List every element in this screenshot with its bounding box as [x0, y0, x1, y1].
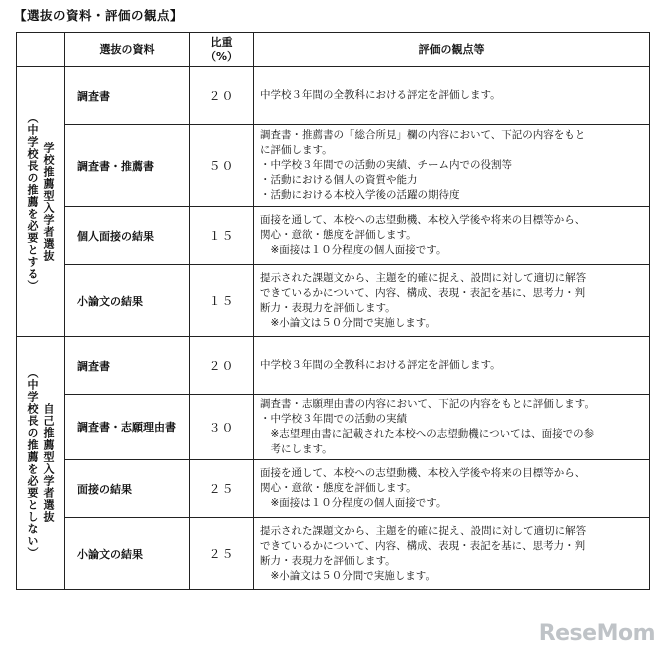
material-cell: 小論文の結果 [65, 518, 190, 590]
criteria-line: 提示された課題文から、主題を的確に捉え、設問に対して適切に解答 [260, 271, 587, 284]
material-cell: 調査書・推薦書 [65, 125, 190, 207]
header-material: 選抜の資料 [65, 33, 190, 67]
criteria-cell [254, 460, 650, 518]
material-cell: 小論文の結果 [65, 265, 190, 337]
table-row [17, 395, 650, 460]
criteria-line: 調査書・志願理由書の内容において、下記の内容をもとに評価します。 [260, 398, 595, 410]
criteria-line: に評価します。 [260, 144, 333, 156]
selection-criteria-table [16, 32, 650, 590]
criteria-cell [254, 337, 650, 395]
table-row [17, 125, 650, 207]
criteria-line: 提示された課題文から、主題を的確に捉え、設問に対して適切に解答 [260, 524, 587, 537]
criteria-line: ・中学校３年間での活動の実績 [260, 413, 407, 425]
material-cell: 調査書 [65, 337, 190, 395]
criteria-line: 面接を通して、本校への志望動機、本校入学後や将来の目標等から、 [260, 467, 586, 479]
section-heading: 【選抜の資料・評価の観点】 [14, 8, 184, 23]
criteria-line: できているかについて、内容、構成、表現・表記を基に、思考力・判 [260, 286, 586, 299]
ratio-cell: ２０ [190, 337, 254, 395]
table-row [17, 207, 650, 265]
ratio-cell: ３０ [190, 395, 254, 460]
criteria-line: ※志望理由書に記載された本校への志望動機については、面接での参 [270, 428, 595, 440]
criteria-line: できているかについて、内容、構成、表現・表記を基に、思考力・判 [260, 539, 586, 552]
resemom-logo: ReseMom [538, 621, 655, 646]
ratio-cell: ２０ [190, 67, 254, 125]
group-label-cell [17, 337, 65, 590]
criteria-line: ※面接は１０分程度の個人面接です。 [270, 244, 447, 256]
criteria-line: 断力・表現力を評価します。 [260, 554, 396, 567]
criteria-line: ・活動における本校入学後の活躍の期待度 [260, 189, 460, 201]
criteria-line: 調査書・推薦書の「総合所見」欄の内容において、下記の内容をもと [260, 129, 586, 141]
criteria-line: 関心・意欲・態度を評価します。 [260, 482, 417, 494]
group-title: 学校推薦型入学者選抜 [42, 141, 55, 262]
criteria-line: 中学校３年間の全教科における評定を評価します。 [260, 359, 501, 371]
criteria-cell [254, 207, 650, 265]
header-blank [17, 33, 65, 67]
criteria-line: ・中学校３年間での活動の実績、チーム内での役割等 [260, 159, 512, 171]
group-subtitle: （中学校長の推薦を必要とする） [26, 111, 39, 292]
criteria-cell [254, 518, 650, 590]
table-header-row [17, 33, 650, 67]
table-row [17, 460, 650, 518]
ratio-cell: １５ [190, 265, 254, 337]
ratio-cell: ２５ [190, 460, 254, 518]
criteria-line: ※小論文は５０分間で実施します。 [270, 569, 436, 582]
criteria-line: 関心・意欲・態度を評価します。 [260, 229, 417, 241]
header-ratio-unit: （%） [204, 49, 239, 63]
header-ratio [190, 33, 254, 67]
header-criteria: 評価の観点等 [254, 33, 650, 67]
ratio-cell: ２５ [190, 518, 254, 590]
group-title: 自己推薦型入学者選抜 [42, 403, 55, 523]
group-subtitle: （中学校長の推薦を必要としない） [26, 367, 39, 559]
criteria-cell [254, 265, 650, 337]
criteria-line: 断力・表現力を評価します。 [260, 301, 396, 314]
header-ratio-label: 比重 [210, 35, 233, 49]
criteria-line: 考にします。 [270, 443, 333, 455]
table-row [17, 337, 650, 395]
table-row [17, 265, 650, 337]
material-cell: 面接の結果 [65, 460, 190, 518]
table-row [17, 67, 650, 125]
criteria-line: ・活動における個人の資質や能力 [260, 174, 418, 186]
material-cell: 調査書 [65, 67, 190, 125]
material-cell: 個人面接の結果 [65, 207, 190, 265]
criteria-cell [254, 395, 650, 460]
ratio-cell: ５０ [190, 125, 254, 207]
material-cell: 調査書・志願理由書 [65, 395, 190, 460]
group-label-cell [17, 67, 65, 337]
criteria-line: 面接を通して、本校への志望動機、本校入学後や将来の目標等から、 [260, 214, 586, 226]
criteria-line: ※面接は１０分程度の個人面接です。 [270, 497, 447, 509]
criteria-cell [254, 67, 650, 125]
criteria-cell [254, 125, 650, 207]
ratio-cell: １５ [190, 207, 254, 265]
criteria-line: 中学校３年間の全教科における評定を評価します。 [260, 89, 501, 101]
table-row [17, 518, 650, 590]
criteria-line: ※小論文は５０分間で実施します。 [270, 316, 436, 329]
